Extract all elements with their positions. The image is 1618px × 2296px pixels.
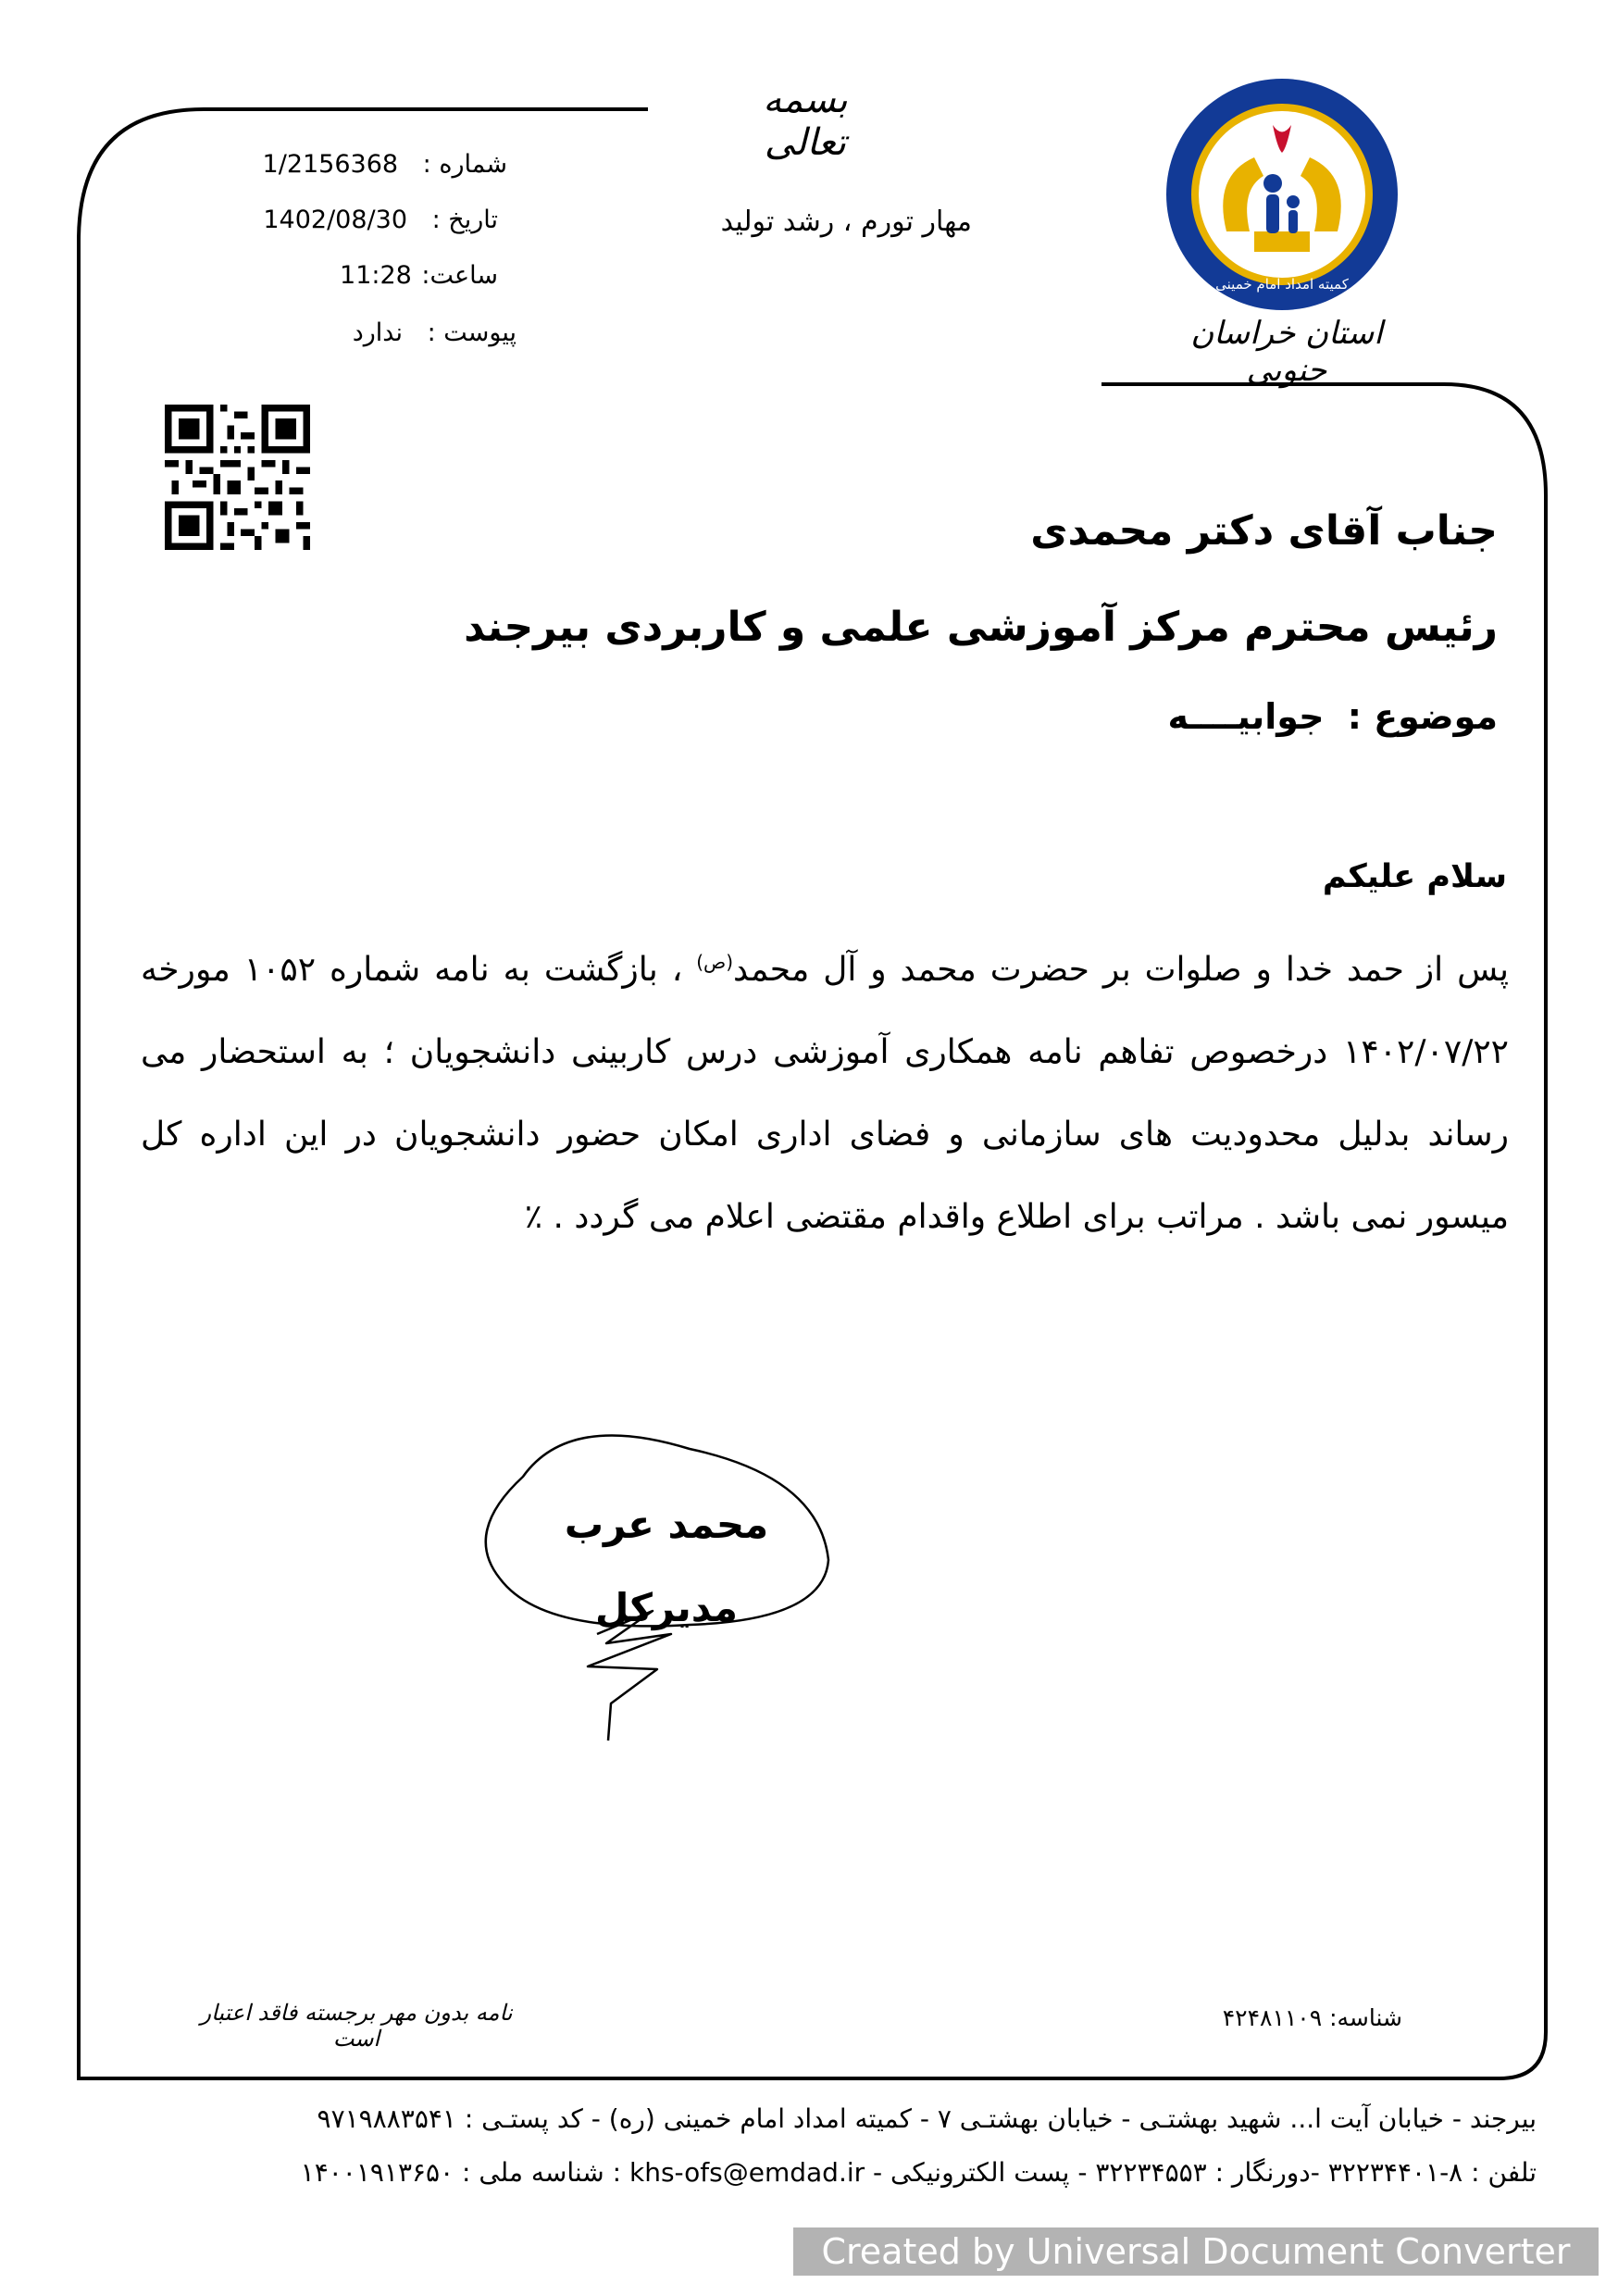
subject-value: جوابیــــه xyxy=(1167,696,1325,737)
province-name: استان خراسان جنوبی xyxy=(1190,315,1383,389)
date-row xyxy=(263,206,498,234)
subject-line xyxy=(1167,696,1498,737)
body-part-1: پس از حمد خدا و صلوات بر حضرت محمد و آل محمد xyxy=(733,951,1509,989)
converter-watermark: Created by Universal Document Converter xyxy=(793,2227,1599,2276)
imam-khomeini-relief-foundation-emblem-icon xyxy=(1162,74,1402,315)
date-value: 1402/08/30 xyxy=(263,206,407,234)
attachment-row xyxy=(353,318,517,347)
validity-note: نامه بدون مهر برجسته فاقد اعتبار است xyxy=(200,2000,513,2052)
slogan: مهار تورم ، رشد تولید xyxy=(720,206,972,238)
signatory-name: محمد عرب xyxy=(564,1502,769,1547)
letter-number-row xyxy=(263,150,507,179)
qr-code-icon xyxy=(165,405,310,550)
greeting: سلام علیکم xyxy=(1322,858,1507,895)
recipient-title: رئیس محترم مرکز آموزشی علمی و کاربردی بیرجند xyxy=(464,604,1498,651)
tracking-label: شناسه: xyxy=(1329,2004,1402,2031)
letter-number-value: 1/2156368 xyxy=(262,150,399,179)
time-row xyxy=(340,261,498,290)
date-label: تاریخ : xyxy=(431,206,498,234)
tracking-value: ۴۲۴۸۱۱۰۹ xyxy=(1222,2004,1323,2031)
subject-label: موضوع : xyxy=(1347,696,1498,737)
basmala-heading: بسمه تعالی xyxy=(763,79,848,164)
attachment-label: پیوست : xyxy=(427,318,517,347)
body-part-2: ، بازگشت به نامه شماره ۱۰۵۲ مورخه ۱۴۰۲/۰۷/۲۲ درخصوص تفاهم نامه همکاری آموزشی درس کاربینی دانشجویان ؛ به استحضار می رساند بدلیل محدودیت های سازمانی و فضای اداری امکان حضور دانشجویان در این اداره کل میسور نمی باشد . مراتب برای اطلاع واقدام مقتضی اعلام می گردد . ٪ xyxy=(141,951,1509,1236)
recipient-name: جناب آقای دکتر محمدی xyxy=(1030,507,1498,555)
signatory-title: مدیرکل xyxy=(594,1585,739,1630)
attachment-value: ندارد xyxy=(352,318,403,347)
footer-contact: تلفن : ۸-۳۲۲۳۴۴۰۱ -دورنگار : ۳۲۲۳۴۵۵۳ - پست الکترونیکی - khs-ofs@emdad.ir : شناسه ملی : ۱۴۰۰۱۹۱۳۶۵۰ xyxy=(300,2157,1537,2188)
footer-address: بیرجند - خیابان آیت ا... شهید بهشتـی - خیابان بهشتـی ۷ - کمیته امداد امام خمینی (ره) - کد پستـی : ۹۷۱۹۸۸۳۵۴۱ xyxy=(317,2103,1537,2134)
letter-body xyxy=(141,921,1509,1258)
honorific-mark: (ص) xyxy=(696,951,734,973)
emblem-caption: کمیته امداد امام خمینی xyxy=(1215,276,1349,293)
time-value: 11:28 xyxy=(340,261,412,290)
letter-number-label: شماره : xyxy=(422,150,507,179)
tracking-id xyxy=(1176,2004,1402,2031)
time-label: ساعت: xyxy=(421,261,498,290)
